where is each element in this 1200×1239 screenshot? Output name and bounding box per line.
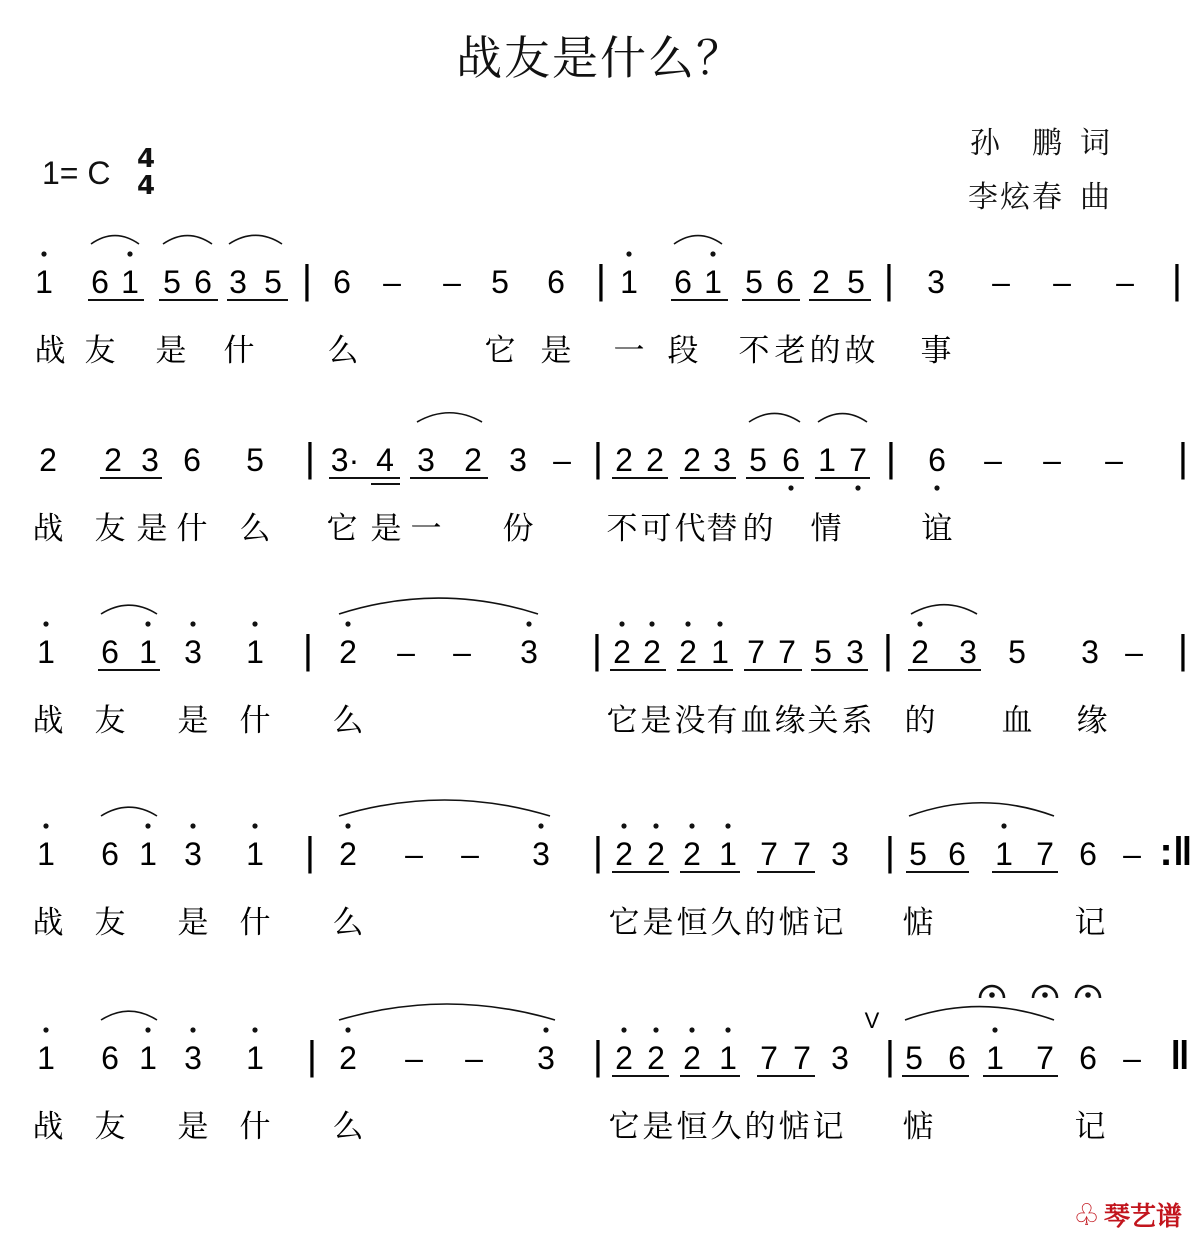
lyric-char: 谊 [921,511,953,547]
lyric-char: 什 [176,511,208,547]
lyric-char: 惦 [778,905,810,941]
lyric-char: 是 [177,1109,209,1145]
lyric-char: 久 [710,1109,742,1145]
note-1: 1 [121,264,139,300]
note-6: 6 [948,1040,966,1076]
octave-up-dot [621,1027,626,1032]
lyric-char: 它 [606,703,638,739]
barline: | [304,436,316,480]
slur [101,605,157,614]
lyric-char: 记 [812,1109,844,1145]
barline: :‖ [1159,830,1193,874]
lyric-char: 是 [540,333,572,369]
note-1: 1 [246,634,264,670]
lyric-char: 惦 [902,1109,934,1145]
lyric-char: 的 [904,703,936,739]
note-6: 6 [101,634,119,670]
note-6: 6 [928,442,946,478]
slur [339,800,550,816]
note-3: 3 [184,634,202,670]
watermark [1073,1196,1182,1233]
dash-extension: – [1105,442,1123,478]
octave-up-dot [145,823,150,828]
lyric-char: 的 [809,333,841,369]
note-7: 7 [760,836,778,872]
note-1: 1 [719,836,737,872]
barline: | [302,628,314,672]
note-2: 2 [339,1040,357,1076]
dash-extension: – [1043,442,1061,478]
note-3: 3 [532,836,550,872]
octave-up-dot [710,251,715,256]
lyric-char: 么 [239,511,271,547]
note-1: 1 [711,634,729,670]
note-6: 6 [91,264,109,300]
lyricist-given-name: 鹏 [1032,126,1064,161]
note-1: 1 [246,836,264,872]
octave-up-dot [917,621,922,626]
barline: | [306,1034,318,1078]
note-5: 5 [246,442,264,478]
note-7: 7 [747,634,765,670]
octave-up-dot [345,621,350,626]
note-5: 5 [163,264,181,300]
note-3: 3 [184,836,202,872]
note-4: 4 [376,442,394,478]
note-5: 5 [745,264,763,300]
breath-mark: V [864,1008,880,1033]
lyric-char: 记 [1074,1109,1106,1145]
song-title: 战友是什么？ [456,31,744,85]
lyric-char: 是 [177,703,209,739]
note-3: 3 [831,1040,849,1076]
octave-up-dot [190,823,195,828]
lyric-char: 它 [608,1109,640,1145]
octave-up-dot [43,823,48,828]
slur [749,413,800,422]
note-7: 7 [760,1040,778,1076]
note-7: 7 [778,634,796,670]
note-2: 2 [647,836,665,872]
note-5: 5 [1008,634,1026,670]
lyric-char: 关 [807,703,839,739]
barline: | [592,436,604,480]
slur [229,235,282,244]
lyric-char: 是 [640,703,672,739]
octave-up-dot [190,1027,195,1032]
slur [101,1011,157,1020]
note-3: 3 [713,442,731,478]
slur [417,413,482,422]
lyric-char: 战 [32,905,64,941]
note-1: 1 [995,836,1013,872]
note-2: 2 [683,1040,701,1076]
note-3: 3 [520,634,538,670]
note-2: 2 [39,442,57,478]
note-1: 1 [719,1040,737,1076]
note-3: 3 [831,836,849,872]
barline: | [882,628,894,672]
note-5: 5 [909,836,927,872]
dash-extension: – [992,264,1010,300]
dash-extension: – [553,442,571,478]
note-6: 6 [674,264,692,300]
lyric-char: 代 [674,511,706,547]
note-1: 1 [139,1040,157,1076]
note-6: 6 [948,836,966,872]
note-6: 6 [101,836,119,872]
lyric-char: 记 [812,905,844,941]
watermark-text: 琴艺谱 [1103,1202,1182,1232]
note-1: 1 [246,1040,264,1076]
octave-up-dot [41,251,46,256]
lyric-char: 它 [326,511,358,547]
note-3: 3 [417,442,435,478]
octave-up-dot [689,1027,694,1032]
octave-up-dot [345,823,350,828]
lyric-char: 是 [136,511,168,547]
barline: | [1177,628,1189,672]
note-6: 6 [183,442,201,478]
dash-extension: – [405,836,423,872]
octave-down-dot [934,485,939,490]
slur [339,598,538,614]
lyric-char: 的 [742,511,774,547]
lyricist-role: 词 [1080,126,1112,161]
octave-up-dot [685,621,690,626]
note-1: 1 [620,264,638,300]
note-2: 2 [812,264,830,300]
barline: | [884,1034,896,1078]
note-2: 2 [615,1040,633,1076]
dash-extension: – [1053,264,1071,300]
note-7: 7 [1036,1040,1054,1076]
barline: | [883,258,895,302]
note-3·: 3· [330,442,360,478]
lyricist-surname: 孙 [970,126,1002,161]
lyric-char: 的 [744,1109,776,1145]
barline: | [595,258,607,302]
lyric-char: 友 [94,703,126,739]
barline: | [1171,258,1183,302]
lyric-char: 友 [94,905,126,941]
note-2: 2 [104,442,122,478]
octave-down-dot [855,485,860,490]
dash-extension: – [465,1040,483,1076]
octave-up-dot [43,621,48,626]
lyric-char: 什 [239,905,271,941]
note-2: 2 [615,442,633,478]
lyric-char: 系 [841,703,873,739]
dash-extension: – [461,836,479,872]
note-2: 2 [339,836,357,872]
key-signature: 1= C [42,155,111,191]
note-1: 1 [37,1040,55,1076]
note-1: 1 [818,442,836,478]
dash-extension: – [405,1040,423,1076]
lyric-char: 战 [32,1109,64,1145]
barline: | [885,436,897,480]
lyric-char: 么 [332,703,364,739]
note-1: 1 [37,836,55,872]
octave-up-dot [653,1027,658,1032]
composer-name: 李炫春 [968,180,1064,215]
octave-up-dot [992,1027,997,1032]
time-denominator: 4 [136,171,156,201]
lyric-char: 战 [34,333,66,369]
lyric-char: 恒 [676,1109,708,1145]
lyric-char: 是 [642,1109,674,1145]
note-3: 3 [184,1040,202,1076]
note-7: 7 [793,1040,811,1076]
note-5: 5 [905,1040,923,1076]
fermata-dot [989,992,995,998]
fermata-dot [1042,992,1048,998]
lyric-char: 是 [370,511,402,547]
octave-up-dot [689,823,694,828]
lyric-char: 老 [774,333,806,369]
note-3: 3 [509,442,527,478]
octave-up-dot [526,621,531,626]
barline: ‖ [1170,1034,1190,1078]
lyric-char: 情 [810,511,842,547]
note-6: 6 [1079,1040,1097,1076]
note-3: 3 [229,264,247,300]
note-1: 1 [37,634,55,670]
note-1: 1 [986,1040,1004,1076]
lyric-char: 惦 [902,905,934,941]
lyric-char: 没 [674,703,706,739]
note-6: 6 [333,264,351,300]
slur [911,605,977,614]
note-7: 7 [793,836,811,872]
lyric-char: 是 [155,333,187,369]
note-6: 6 [101,1040,119,1076]
lyric-char: 惦 [778,1109,810,1145]
octave-up-dot [649,621,654,626]
note-2: 2 [647,1040,665,1076]
lyric-char: 友 [94,511,126,547]
slur [101,807,157,816]
lyric-char: 的 [744,905,776,941]
slur [339,1004,555,1020]
piano-logo-icon: ♧ [1073,1198,1100,1233]
barline: | [304,830,316,874]
lyric-char: 么 [327,333,359,369]
note-7: 7 [1036,836,1054,872]
lyric-char: 事 [920,333,952,369]
lyric-char: 什 [223,333,255,369]
dash-extension: – [1116,264,1134,300]
lyric-char: 一 [410,511,442,547]
lyric-char: 久 [710,905,742,941]
note-5: 5 [491,264,509,300]
note-5: 5 [264,264,282,300]
fermata-dot [1085,992,1091,998]
lyric-char: 缘 [1076,703,1108,739]
lyric-char: 血 [1001,703,1033,739]
octave-up-dot [1001,823,1006,828]
dash-extension: – [984,442,1002,478]
lyric-char: 故 [844,333,876,369]
dash-extension: – [1123,1040,1141,1076]
note-3: 3 [141,442,159,478]
dash-extension: – [1125,634,1143,670]
dash-extension: – [383,264,401,300]
octave-up-dot [621,823,626,828]
note-2: 2 [679,634,697,670]
octave-up-dot [190,621,195,626]
lyric-char: 不 [738,333,770,369]
dash-extension: – [443,264,461,300]
lyric-char: 可 [640,511,672,547]
lyric-char: 恒 [676,905,708,941]
octave-up-dot [626,251,631,256]
lyric-char: 记 [1074,905,1106,941]
octave-up-dot [252,621,257,626]
lyric-char: 战 [32,703,64,739]
lyric-char: 替 [706,511,738,547]
dash-extension: – [397,634,415,670]
lyric-char: 友 [94,1109,126,1145]
lyric-char: 不 [606,511,638,547]
lyric-char: 什 [239,703,271,739]
slur [818,414,867,422]
note-2: 2 [613,634,631,670]
note-5: 5 [749,442,767,478]
note-6: 6 [782,442,800,478]
note-2: 2 [643,634,661,670]
note-6: 6 [547,264,565,300]
dash-extension: – [453,634,471,670]
octave-up-dot [145,1027,150,1032]
lyric-char: 它 [484,333,516,369]
note-2: 2 [911,634,929,670]
time-numerator: 4 [136,144,156,174]
note-2: 2 [683,442,701,478]
octave-up-dot [543,1027,548,1032]
lyric-char: 有 [706,703,738,739]
slur [909,803,1054,816]
octave-up-dot [345,1027,350,1032]
note-5: 5 [814,634,832,670]
lyric-char: 缘 [774,703,806,739]
note-2: 2 [646,442,664,478]
note-2: 2 [339,634,357,670]
note-3: 3 [537,1040,555,1076]
octave-up-dot [653,823,658,828]
note-1: 1 [35,264,53,300]
octave-up-dot [145,621,150,626]
note-6: 6 [1079,836,1097,872]
lyric-char: 是 [642,905,674,941]
slur [674,236,722,244]
note-7: 7 [849,442,867,478]
note-3: 3 [1081,634,1099,670]
note-5: 5 [847,264,865,300]
octave-up-dot [43,1027,48,1032]
barline: | [592,830,604,874]
note-6: 6 [776,264,794,300]
note-2: 2 [464,442,482,478]
lyric-char: 血 [740,703,772,739]
lyric-char: 份 [502,511,534,547]
octave-down-dot [788,485,793,490]
lyric-char: 它 [608,905,640,941]
octave-up-dot [725,823,730,828]
octave-up-dot [538,823,543,828]
note-3: 3 [959,634,977,670]
lyric-char: 么 [332,1109,364,1145]
octave-up-dot [252,823,257,828]
note-3: 3 [927,264,945,300]
slur [905,1007,1054,1020]
slur [91,236,139,244]
lyric-char: 么 [332,905,364,941]
dash-extension: – [1123,836,1141,872]
lyric-char: 是 [177,905,209,941]
barline: | [884,830,896,874]
lyric-char: 战 [32,511,64,547]
slur [163,236,212,244]
note-1: 1 [139,836,157,872]
barline: | [1177,436,1189,480]
octave-up-dot [252,1027,257,1032]
note-1: 1 [704,264,722,300]
barline: | [592,1034,604,1078]
note-3: 3 [846,634,864,670]
lyric-char: 一 [613,333,645,369]
note-2: 2 [683,836,701,872]
octave-up-dot [717,621,722,626]
barline: | [591,628,603,672]
octave-up-dot [619,621,624,626]
composer-role: 曲 [1080,180,1112,215]
note-1: 1 [139,634,157,670]
lyric-char: 段 [667,333,699,369]
barline: | [301,258,313,302]
lyric-char: 友 [84,333,116,369]
note-6: 6 [194,264,212,300]
octave-up-dot [127,251,132,256]
lyric-char: 什 [239,1109,271,1145]
note-2: 2 [615,836,633,872]
octave-up-dot [725,1027,730,1032]
